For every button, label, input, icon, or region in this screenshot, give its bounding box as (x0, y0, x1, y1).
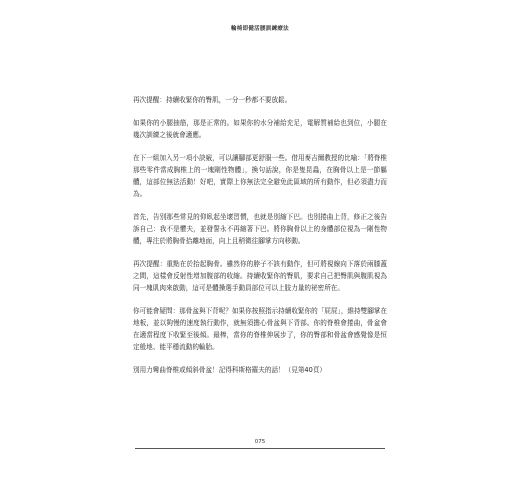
paragraph: 如果你的小腿抽筋，那是正常的。如果你的水分補給充足，電解質補給也到位，小腿在幾次訓練之後就會適應。 (133, 119, 387, 139)
paragraph: 首先，告別那些常見的仰臥起坐壞習慣，也就是別縮下巴。也別捲曲上背，修正之後告訴自己：我不是懼夫，並發誓永不再縮著下巴。將你胸骨以上的身體部位視為一剛性物體，專注於將胸骨拾離地面，向上且稍微往腳掌方向移動。 (133, 213, 387, 245)
page-number: 075 (254, 439, 266, 445)
paragraph: 再次提醒：重點在於抬起胸骨。雖然你的脖子不該有動作，但可將視線向下落於兩膝蓋之間，這樣會反射性增加腹部的收縮。持續收緊你的臀肌，要求自己把臀肌與腹肌視為同一塊肌肉來啟動，這可是體操選手動員部位可以上肢力量的祕密所在。 (133, 260, 387, 292)
body-text (133, 94, 387, 376)
footer-divider (135, 448, 385, 449)
paragraph: 你可能會疑問：那骨盆與下背呢？如果你按照指示持續收緊你的「屁屁」，維持雙腳掌在地板，並以夠慢的速度執行動作，就無須擔心骨盆與下背部。你的脊椎會捲曲，骨盆會在適當程度下收緊至後傾。最棒，當你的脊椎伸展步了，你的臀部和骨盆會感覺像是恒定般地、能平穩流動的輪胎。 (133, 307, 387, 351)
paragraph: 再次提醒：持續收緊你的臀肌，一分一秒都不要放鬆。 (133, 96, 292, 104)
paragraph: 別用力彎曲脊椎或傾斜骨盆！記得科斯格羅夫的話！（見第40頁） (133, 366, 327, 374)
paragraph: 在下一組加入另一項小訣竅，可以讓腳部更舒服一些。借用麥吉爾教授的比喻：「將脊椎那些零件當成胸椎上的一塊剛性物體」，換句話說，你是隻昆蟲，在胸骨以上是一節軀體，這部位無法活動！好吧，實際上你無法完全避免此區域的所有動作，但必須盡力而為。 (133, 154, 387, 198)
running-header: 輪椅即健活腰訓練療法 (230, 26, 289, 32)
